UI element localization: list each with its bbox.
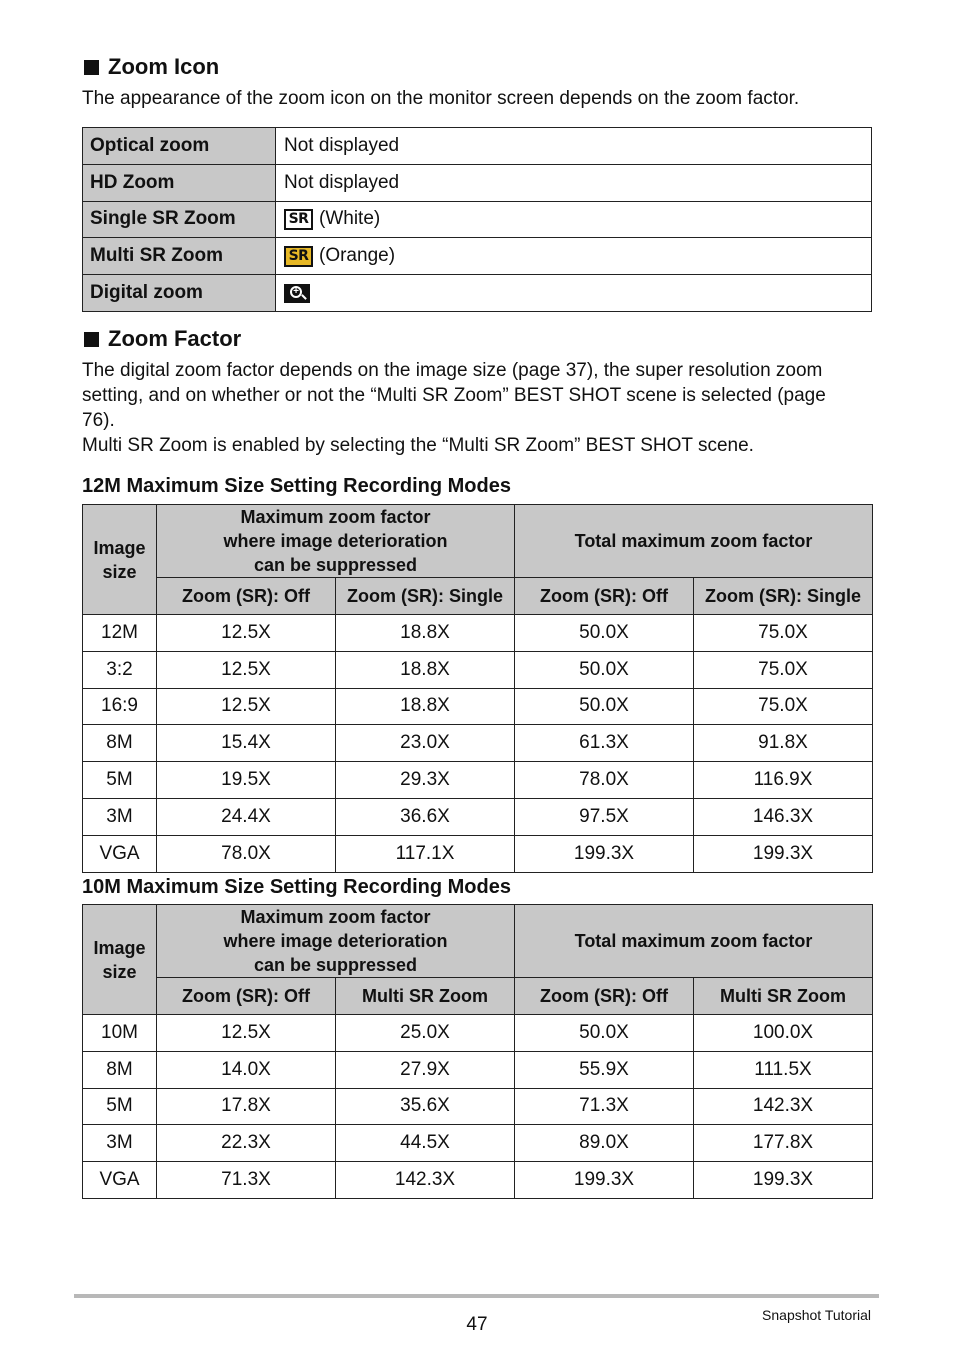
row-label: Single SR Zoom [83,201,276,238]
sr-white-icon: SR [284,209,313,230]
table-row [83,238,872,275]
table-12m-title: 12M Maximum Size Setting Recording Modes [82,475,511,497]
zoom-value-cell: 89.0X [515,1125,694,1162]
zoom-value-cell: 29.3X [336,762,515,799]
table-row [83,688,873,725]
zoom-value-cell: 78.0X [515,762,694,799]
zoom-value-cell: 71.3X [515,1088,694,1125]
table-row [83,1162,873,1199]
table-row [83,275,872,312]
image-size-cell: 3M [83,1125,157,1162]
row-label: Digital zoom [83,275,276,312]
zoom-value-cell: 27.9X [336,1051,515,1088]
zoom-value-cell: 17.8X [157,1088,336,1125]
zoom-icon-table [82,127,872,312]
image-size-cell: 3:2 [83,651,157,688]
zoom-value-cell: 71.3X [157,1162,336,1199]
sr-orange-icon: SR [284,246,313,267]
zoom-value-cell: 15.4X [157,725,336,762]
zoom-value-cell: 50.0X [515,688,694,725]
zoom-value-cell: 61.3X [515,725,694,762]
subheader-cell: Zoom (SR): Single [694,578,873,615]
zoom-icon-heading: Zoom Icon [82,54,219,80]
subheader-cell: Zoom (SR): Off [157,578,336,615]
image-size-cell: 10M [83,1015,157,1052]
header-image-size: Image size [83,905,157,1015]
zoom-value-cell: 19.5X [157,762,336,799]
zoom-value-cell: 35.6X [336,1088,515,1125]
zoom-value-cell: 23.0X [336,725,515,762]
zoom-value-cell: 75.0X [694,688,873,725]
zoom-value-cell: 177.8X [694,1125,873,1162]
zoom-value-cell: 22.3X [157,1125,336,1162]
bullet-square-icon [84,60,99,75]
row-label: Optical zoom [83,128,276,165]
zoom-value-cell: 50.0X [515,1015,694,1052]
zoom-value-cell: 24.4X [157,798,336,835]
header-group-total: Total maximum zoom factor [515,905,873,978]
subheader-cell: Zoom (SR): Off [157,978,336,1015]
zoom-value-cell: 97.5X [515,798,694,835]
subheader-cell: Zoom (SR): Single [336,578,515,615]
image-size-cell: VGA [83,1162,157,1199]
table-row [83,1051,873,1088]
table-row [83,1015,873,1052]
table-subheader-row [83,578,873,615]
zoom-table-10m [82,904,873,1199]
table-row [83,615,873,652]
zoom-value-cell: 91.8X [694,725,873,762]
zoom-table-12m [82,504,873,873]
zoom-value-cell: 12.5X [157,1015,336,1052]
zoom-value-cell: 199.3X [515,835,694,872]
zoom-value-cell: 25.0X [336,1015,515,1052]
row-value: (White) [319,208,381,230]
table-header-row [83,505,873,578]
zoom-value-cell: 18.8X [336,651,515,688]
table-row [83,835,873,872]
image-size-cell: 8M [83,725,157,762]
subheader-cell: Zoom (SR): Off [515,578,694,615]
zoom-value-cell: 75.0X [694,651,873,688]
row-value: (Orange) [319,245,396,267]
zoom-value-cell: 78.0X [157,835,336,872]
image-size-cell: 5M [83,1088,157,1125]
table-row [83,798,873,835]
footer-section-title: Snapshot Tutorial [762,1307,871,1323]
subheader-cell: Zoom (SR): Off [515,978,694,1015]
zoom-value-cell: 36.6X [336,798,515,835]
table-header-row [83,905,873,978]
subheader-cell: Multi SR Zoom [336,978,515,1015]
zoom-value-cell: 142.3X [336,1162,515,1199]
zoom-value-cell: 117.1X [336,835,515,872]
zoom-value-cell: 12.5X [157,651,336,688]
table-row [83,1125,873,1162]
zoom-value-cell: 199.3X [694,835,873,872]
header-group-suppressed: Maximum zoom factor where image deterioration can be suppressed [157,505,515,578]
zoom-factor-para1: The digital zoom factor depends on the image size (page 37), the super resolution zoom setting, and on whether or not the “Multi SR Zoom” BEST SHOT scene is selected (page 76). [82,360,826,431]
row-value: Not displayed [276,128,872,165]
table-row [83,201,872,238]
bullet-square-icon [84,332,99,347]
zoom-value-cell: 14.0X [157,1051,336,1088]
header-group-total: Total maximum zoom factor [515,505,873,578]
page-number: 47 [466,1314,488,1335]
image-size-cell: 12M [83,615,157,652]
table-subheader-row [83,978,873,1015]
zoom-factor-heading: Zoom Factor [82,326,241,352]
zoom-icon-intro: The appearance of the zoom icon on the monitor screen depends on the zoom factor. [82,88,800,109]
table-row [83,1088,873,1125]
table-row [83,762,873,799]
image-size-cell: 16:9 [83,688,157,725]
zoom-value-cell: 12.5X [157,615,336,652]
zoom-value-cell: 146.3X [694,798,873,835]
zoom-factor-para2: Multi SR Zoom is enabled by selecting the “Multi SR Zoom” BEST SHOT scene. [82,435,754,456]
zoom-value-cell: 12.5X [157,688,336,725]
header-image-size: Image size [83,505,157,615]
table-row [83,128,872,165]
table-row [83,725,873,762]
zoom-value-cell: 18.8X [336,688,515,725]
zoom-value-cell: 142.3X [694,1088,873,1125]
row-label: HD Zoom [83,164,276,201]
zoom-value-cell: 50.0X [515,615,694,652]
zoom-value-cell: 75.0X [694,615,873,652]
zoom-value-cell: 100.0X [694,1015,873,1052]
zoom-value-cell: 55.9X [515,1051,694,1088]
zoom-value-cell: 111.5X [694,1051,873,1088]
table-row [83,164,872,201]
zoom-value-cell: 18.8X [336,615,515,652]
zoom-value-cell: 199.3X [694,1162,873,1199]
subheader-cell: Multi SR Zoom [694,978,873,1015]
image-size-cell: 3M [83,798,157,835]
table-10m-title: 10M Maximum Size Setting Recording Modes [82,876,511,898]
zoom-value-cell: 44.5X [336,1125,515,1162]
magnifier-zoom-icon: + [284,284,310,303]
image-size-cell: 8M [83,1051,157,1088]
footer-divider [74,1294,879,1298]
zoom-value-cell: 199.3X [515,1162,694,1199]
row-label: Multi SR Zoom [83,238,276,275]
header-group-suppressed: Maximum zoom factor where image deterioration can be suppressed [157,905,515,978]
row-value: Not displayed [276,164,872,201]
zoom-value-cell: 116.9X [694,762,873,799]
image-size-cell: VGA [83,835,157,872]
image-size-cell: 5M [83,762,157,799]
zoom-value-cell: 50.0X [515,651,694,688]
table-row [83,651,873,688]
